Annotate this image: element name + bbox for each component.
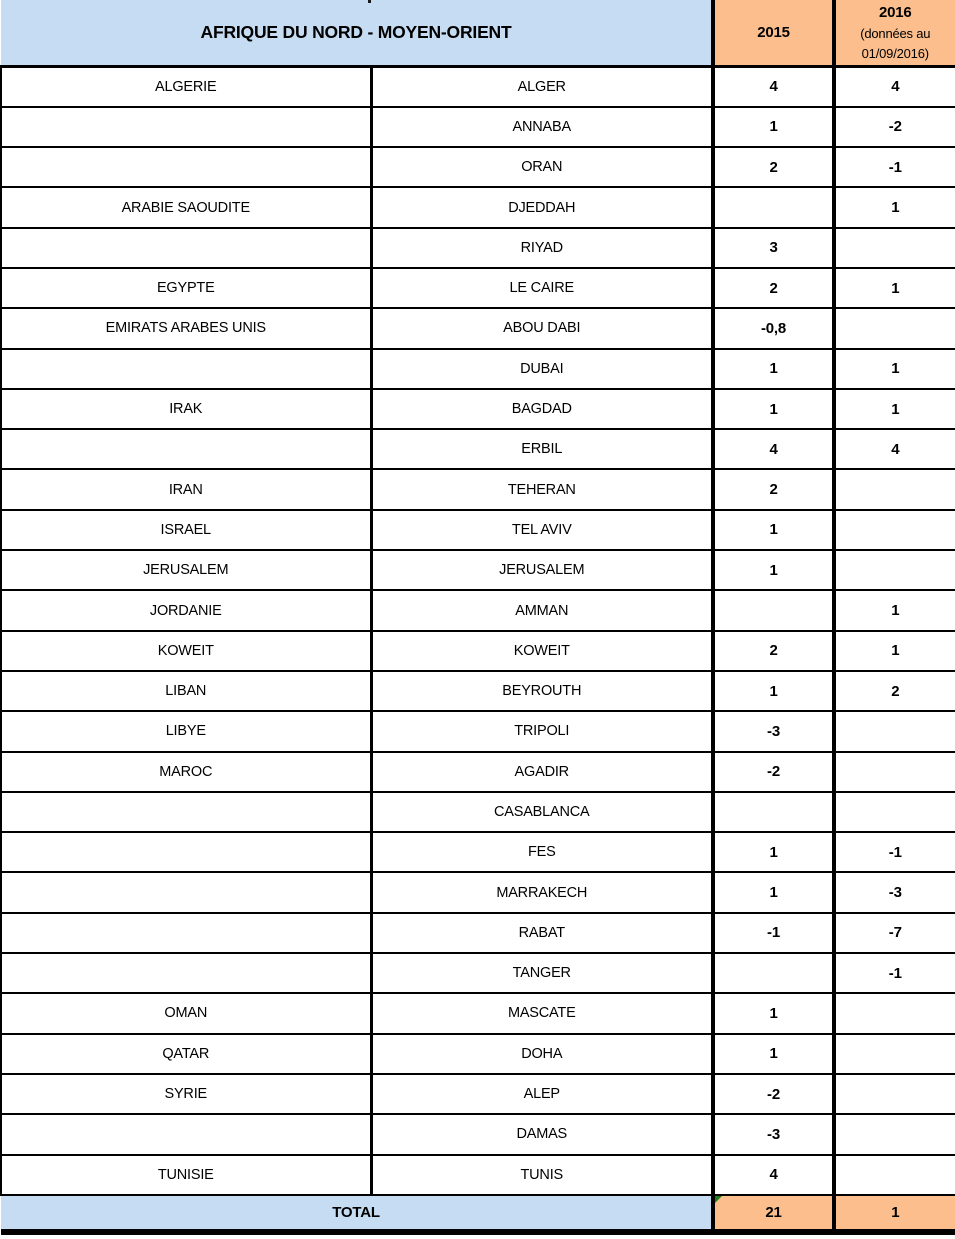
country-label: JERUSALEM xyxy=(143,562,229,579)
value-2016: 1 xyxy=(891,400,900,418)
country-cell[interactable] xyxy=(1,469,371,509)
city-cell[interactable] xyxy=(371,510,713,550)
value-2016-cell[interactable] xyxy=(834,671,955,711)
country-cell[interactable] xyxy=(1,429,371,469)
city-label: ALEP xyxy=(523,1086,560,1103)
value-2016-cell[interactable] xyxy=(834,349,955,389)
city-label: ORAN xyxy=(521,159,563,176)
value-2015-cell[interactable] xyxy=(713,792,834,832)
city-cell[interactable] xyxy=(371,792,713,832)
table-row xyxy=(1,711,955,751)
city-label: RABAT xyxy=(518,924,565,941)
value-2015-cell[interactable] xyxy=(713,147,834,187)
city-label: CASABLANCA xyxy=(494,803,590,820)
table-row xyxy=(1,1155,955,1195)
country-cell[interactable] xyxy=(1,671,371,711)
table-row xyxy=(1,631,955,671)
country-label: EMIRATS ARABES UNIS xyxy=(105,320,266,337)
table-row xyxy=(1,913,955,953)
country-cell[interactable] xyxy=(1,993,371,1033)
value-2015-cell[interactable] xyxy=(713,550,834,590)
table-row xyxy=(1,349,955,389)
city-label: KOWEIT xyxy=(513,642,570,659)
table-row xyxy=(1,550,955,590)
country-cell[interactable] xyxy=(1,67,371,107)
city-cell[interactable] xyxy=(371,832,713,872)
value-2016-cell[interactable] xyxy=(834,1155,955,1195)
table-row xyxy=(1,469,955,509)
value-2016-cell[interactable] xyxy=(834,631,955,671)
city-label: LE CAIRE xyxy=(509,280,574,297)
country-cell[interactable] xyxy=(1,147,371,187)
city-label: DAMAS xyxy=(516,1126,568,1143)
total-2016-cell[interactable] xyxy=(834,1195,955,1232)
country-cell[interactable] xyxy=(1,308,371,348)
table-row xyxy=(1,510,955,550)
country-label: LIBYE xyxy=(165,723,206,740)
city-cell[interactable] xyxy=(371,429,713,469)
value-2015-cell[interactable] xyxy=(713,510,834,550)
country-label: ARABIE SAOUDITE xyxy=(121,199,250,216)
value-2016-cell[interactable] xyxy=(834,147,955,187)
table-row xyxy=(1,752,955,792)
value-2016-cell[interactable] xyxy=(834,792,955,832)
city-cell[interactable] xyxy=(371,752,713,792)
table-row xyxy=(1,187,955,227)
value-2016-cell[interactable] xyxy=(834,872,955,912)
country-label: EGYPTE xyxy=(156,280,215,297)
value-2015: -3 xyxy=(767,722,780,740)
value-2015-cell[interactable] xyxy=(713,268,834,308)
value-2016-cell[interactable] xyxy=(834,1114,955,1154)
country-label: ISRAEL xyxy=(160,521,211,538)
value-2015: 1 xyxy=(769,884,778,902)
city-cell[interactable] xyxy=(371,1155,713,1195)
city-label: DJEDDAH xyxy=(508,199,576,216)
table-row xyxy=(1,993,955,1033)
value-2016-cell[interactable] xyxy=(834,429,955,469)
table-row xyxy=(1,832,955,872)
city-label: DOHA xyxy=(521,1045,563,1062)
value-2015-cell[interactable] xyxy=(713,308,834,348)
country-label: OMAN xyxy=(164,1005,208,1022)
country-label: LIBAN xyxy=(165,683,207,700)
value-2016-cell[interactable] xyxy=(834,752,955,792)
value-2015: 1 xyxy=(769,400,778,418)
value-2015-cell[interactable] xyxy=(713,429,834,469)
country-cell[interactable] xyxy=(1,550,371,590)
value-2015: 2 xyxy=(769,642,778,660)
city-label: TRIPOLI xyxy=(514,723,570,740)
city-label: ABOU DABI xyxy=(503,320,581,337)
value-2016: 1 xyxy=(891,360,900,378)
country-label: TUNISIE xyxy=(157,1166,214,1183)
city-cell[interactable] xyxy=(371,389,713,429)
city-label: TANGER xyxy=(512,965,571,982)
city-label: RIYAD xyxy=(520,239,563,256)
city-label: DUBAI xyxy=(520,360,564,377)
value-2016: -3 xyxy=(888,884,902,902)
city-label: MASCATE xyxy=(507,1005,576,1022)
header-row xyxy=(1,0,955,67)
value-2016-cell[interactable] xyxy=(834,510,955,550)
value-2016: -7 xyxy=(888,924,902,942)
total-row xyxy=(1,1195,955,1232)
value-2015-cell[interactable] xyxy=(713,590,834,630)
value-2015: -2 xyxy=(767,1085,780,1103)
value-2016-cell[interactable] xyxy=(834,913,955,953)
value-2015: 1 xyxy=(769,1045,778,1063)
city-cell[interactable] xyxy=(371,1074,713,1114)
country-cell[interactable] xyxy=(1,107,371,147)
city-label: BEYROUTH xyxy=(502,683,582,700)
country-cell[interactable] xyxy=(1,510,371,550)
value-2015-cell[interactable] xyxy=(713,1074,834,1114)
total-2015-value: 21 xyxy=(765,1203,782,1221)
total-label-cell[interactable] xyxy=(1,1195,713,1232)
total-2015-cell[interactable] xyxy=(713,1195,834,1232)
country-cell[interactable] xyxy=(1,913,371,953)
value-2015-cell[interactable] xyxy=(713,349,834,389)
country-cell[interactable] xyxy=(1,1114,371,1154)
city-cell[interactable] xyxy=(371,268,713,308)
city-label: TEHERAN xyxy=(507,481,576,498)
country-cell[interactable] xyxy=(1,631,371,671)
total-2016-value: 1 xyxy=(891,1203,900,1221)
value-2016-cell[interactable] xyxy=(834,832,955,872)
header-2016-year: 2016 xyxy=(878,3,912,21)
region-title: AFRIQUE DU NORD - MOYEN-ORIENT xyxy=(200,22,512,42)
value-2015: -1 xyxy=(767,924,780,942)
value-2015-cell[interactable] xyxy=(713,752,834,792)
table-body xyxy=(1,67,955,1195)
value-2016-cell[interactable] xyxy=(834,308,955,348)
value-2016-cell[interactable] xyxy=(834,67,955,107)
city-cell[interactable] xyxy=(371,993,713,1033)
country-label: QATAR xyxy=(162,1045,210,1062)
country-cell[interactable] xyxy=(1,389,371,429)
city-cell[interactable] xyxy=(371,1114,713,1154)
table-row xyxy=(1,228,955,268)
header-2016-note-line1: (données au xyxy=(860,26,931,42)
total-label: TOTAL xyxy=(332,1203,380,1221)
table-row xyxy=(1,590,955,630)
value-2015-cell[interactable] xyxy=(713,671,834,711)
value-2016-cell[interactable] xyxy=(834,268,955,308)
value-2015: 1 xyxy=(769,843,778,861)
value-2016: -1 xyxy=(888,158,902,176)
value-2015-cell[interactable] xyxy=(713,953,834,993)
city-label: AMMAN xyxy=(515,602,569,619)
value-2015: -2 xyxy=(767,763,780,781)
value-2016-cell[interactable] xyxy=(834,228,955,268)
value-2015: 4 xyxy=(769,78,778,96)
value-2016-cell[interactable] xyxy=(834,107,955,147)
table-row xyxy=(1,67,955,107)
table-row xyxy=(1,429,955,469)
country-cell[interactable] xyxy=(1,872,371,912)
country-cell[interactable] xyxy=(1,590,371,630)
value-2016: 4 xyxy=(891,440,900,458)
cropped-gridline-tick xyxy=(368,0,371,3)
city-label: BAGDAD xyxy=(511,401,572,418)
value-2015: 1 xyxy=(769,1004,778,1022)
value-2015: -3 xyxy=(767,1125,780,1143)
value-2016-cell[interactable] xyxy=(834,993,955,1033)
city-label: TEL AVIV xyxy=(511,521,572,538)
table-row xyxy=(1,1074,955,1114)
table-row xyxy=(1,1034,955,1074)
value-2016-cell[interactable] xyxy=(834,711,955,751)
city-cell[interactable] xyxy=(371,228,713,268)
value-2015: 2 xyxy=(769,158,778,176)
value-2015-cell[interactable] xyxy=(713,469,834,509)
city-label: TUNIS xyxy=(520,1166,564,1183)
value-2016-cell[interactable] xyxy=(834,550,955,590)
value-2016-cell[interactable] xyxy=(834,1074,955,1114)
value-2016: 1 xyxy=(891,602,900,619)
table-row xyxy=(1,147,955,187)
value-2016: -1 xyxy=(888,964,902,982)
value-2015-cell[interactable] xyxy=(713,1034,834,1074)
country-label: JORDANIE xyxy=(149,602,222,619)
country-label: KOWEIT xyxy=(157,642,214,659)
value-2015-cell[interactable] xyxy=(713,993,834,1033)
value-2015-cell[interactable] xyxy=(713,107,834,147)
value-2016: 1 xyxy=(891,279,900,297)
value-2016-cell[interactable] xyxy=(834,469,955,509)
value-2015-cell[interactable] xyxy=(713,832,834,872)
table-footer xyxy=(1,1195,955,1232)
table-row xyxy=(1,953,955,993)
city-cell[interactable] xyxy=(371,349,713,389)
country-cell[interactable] xyxy=(1,1034,371,1074)
value-2016: 1 xyxy=(891,642,900,660)
value-2015-cell[interactable] xyxy=(713,228,834,268)
country-cell[interactable] xyxy=(1,187,371,227)
value-2015-cell[interactable] xyxy=(713,913,834,953)
city-label: ANNABA xyxy=(512,118,571,135)
city-label: FES xyxy=(527,844,556,861)
value-2015-cell[interactable] xyxy=(713,872,834,912)
region-title-cell[interactable] xyxy=(1,0,713,67)
country-cell[interactable] xyxy=(1,752,371,792)
city-cell[interactable] xyxy=(371,953,713,993)
city-cell[interactable] xyxy=(371,913,713,953)
value-2015: 1 xyxy=(769,118,778,136)
city-cell[interactable] xyxy=(371,107,713,147)
table-row xyxy=(1,671,955,711)
city-label: JERUSALEM xyxy=(499,562,585,579)
value-2015-cell[interactable] xyxy=(713,631,834,671)
value-2015: 4 xyxy=(769,440,778,458)
country-cell[interactable] xyxy=(1,228,371,268)
city-cell[interactable] xyxy=(371,67,713,107)
value-2015: 2 xyxy=(769,481,778,499)
city-cell[interactable] xyxy=(371,187,713,227)
value-2016-cell[interactable] xyxy=(834,1034,955,1074)
table-header xyxy=(1,0,955,67)
value-2015-cell[interactable] xyxy=(713,67,834,107)
country-cell[interactable] xyxy=(1,349,371,389)
city-cell[interactable] xyxy=(371,469,713,509)
city-label: ERBIL xyxy=(521,441,563,458)
city-label: AGADIR xyxy=(514,763,569,780)
country-cell[interactable] xyxy=(1,792,371,832)
value-2016-cell[interactable] xyxy=(834,590,955,630)
country-label: SYRIE xyxy=(164,1086,207,1103)
value-2015-cell[interactable] xyxy=(713,1155,834,1195)
country-cell[interactable] xyxy=(1,832,371,872)
country-cell[interactable] xyxy=(1,711,371,751)
city-cell[interactable] xyxy=(371,711,713,751)
country-cell[interactable] xyxy=(1,1155,371,1195)
table-row xyxy=(1,389,955,429)
value-2016-cell[interactable] xyxy=(834,389,955,429)
value-2015: -0,8 xyxy=(760,319,787,337)
value-2015: 2 xyxy=(769,279,778,297)
city-cell[interactable] xyxy=(371,872,713,912)
city-cell[interactable] xyxy=(371,671,713,711)
value-2016: 4 xyxy=(891,78,900,96)
value-2015-cell[interactable] xyxy=(713,711,834,751)
country-cell[interactable] xyxy=(1,268,371,308)
city-cell[interactable] xyxy=(371,1034,713,1074)
country-cell[interactable] xyxy=(1,1074,371,1114)
table-row xyxy=(1,107,955,147)
value-2016: -1 xyxy=(888,843,902,861)
country-label: IRAK xyxy=(169,401,203,418)
city-label: ALGER xyxy=(517,78,566,95)
value-2015: 1 xyxy=(769,561,778,579)
value-2015-cell[interactable] xyxy=(713,187,834,227)
table-row xyxy=(1,1114,955,1154)
table-row xyxy=(1,792,955,832)
value-2015: 4 xyxy=(769,1166,778,1184)
country-label: IRAN xyxy=(168,481,203,498)
city-cell[interactable] xyxy=(371,631,713,671)
value-2016: 2 xyxy=(891,682,900,700)
value-2016: 1 xyxy=(891,199,900,217)
city-cell[interactable] xyxy=(371,550,713,590)
value-2015: 1 xyxy=(769,521,778,539)
table-row xyxy=(1,268,955,308)
country-cell[interactable] xyxy=(1,953,371,993)
value-2016-cell[interactable] xyxy=(834,187,955,227)
city-cell[interactable] xyxy=(371,590,713,630)
city-label: MARRAKECH xyxy=(496,884,588,901)
value-2015: 3 xyxy=(769,239,778,257)
value-2015: 1 xyxy=(769,360,778,378)
table-row xyxy=(1,308,955,348)
value-2015: 1 xyxy=(769,682,778,700)
value-2016-cell[interactable] xyxy=(834,953,955,993)
header-2015-label: 2015 xyxy=(757,24,790,41)
header-2016-note-line2: 01/09/2016) xyxy=(861,45,929,61)
value-2015-cell[interactable] xyxy=(713,389,834,429)
value-2016: -2 xyxy=(888,118,902,136)
country-label: ALGERIE xyxy=(155,78,217,95)
error-triangle-icon xyxy=(715,1195,724,1203)
city-cell[interactable] xyxy=(371,308,713,348)
header-2015-cell[interactable] xyxy=(713,0,834,67)
country-label: MAROC xyxy=(159,763,213,780)
value-2015-cell[interactable] xyxy=(713,1114,834,1154)
table-row xyxy=(1,872,955,912)
header-2016-cell[interactable] xyxy=(834,0,955,67)
city-cell[interactable] xyxy=(371,147,713,187)
